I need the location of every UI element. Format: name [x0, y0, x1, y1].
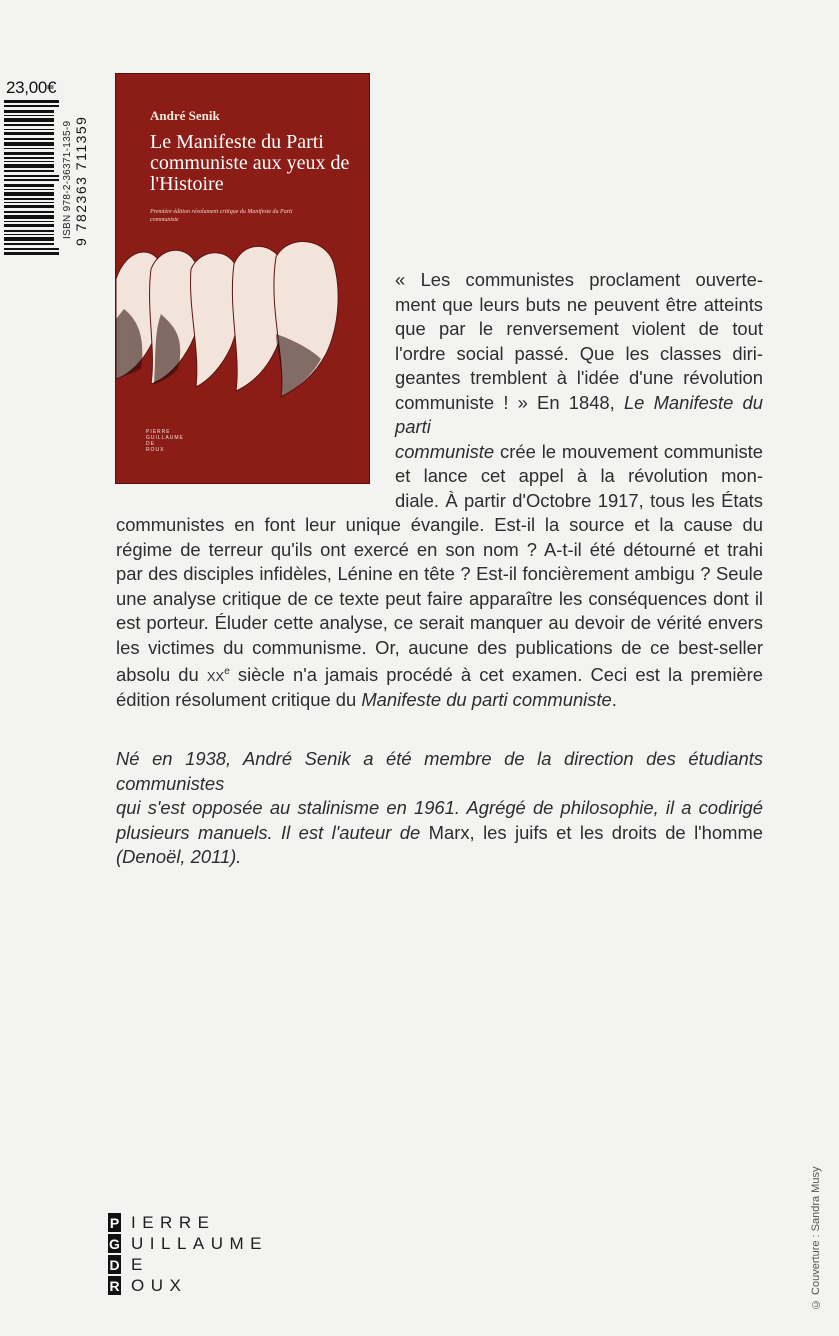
cover-title: Le Manifeste du Parti communiste aux yeux de l'Histoire: [150, 131, 350, 195]
author-bio: [116, 747, 763, 870]
blurb-line: régime de terreur qu'ils ont exercé en son nom ? A-t-il été détourné et trahi: [116, 538, 763, 560]
blurb-line: les victimes du communisme. Or, aucune des publications de ce best-seller: [116, 636, 763, 658]
bio-line: qui s'est opposée au stalinisme en 1961. Agrégé de philosophie, il a codirigé: [116, 797, 763, 818]
barcode-graphic: [4, 100, 64, 260]
cover-subtitle: Première édition résolument critique du Manifeste du Parti communiste: [150, 209, 293, 223]
publisher-logo: [108, 1212, 268, 1296]
isbn-digits: 9 782363 711359: [73, 115, 89, 246]
cover-credit: © Couverture : Sandra Musy: [810, 1166, 822, 1310]
blurb-line: communiste ! » En 1848, Le Manifeste du parti: [395, 391, 763, 437]
blurb-line: et lance cet appel à la révolution mon-: [395, 465, 763, 486]
blurb-line: est porteur. Éluder cette analyse, ce serait manquer au devoir de vérité envers: [116, 612, 763, 633]
price-label: 23,00€: [6, 78, 57, 97]
blurb-line: absolu du $xx^e$ siècle n'a jamais procédé à cet examen. Ceci est la première: [116, 664, 763, 686]
blurb-line: une analyse critique de ce texte peut faire apparaître les conséquences dont il: [116, 587, 763, 609]
bio-line: plusieurs manuels. Il est l'auteur de Marx, les juifs et les droits de l'homme: [116, 821, 763, 843]
blurb-line: « Les communistes proclament ouverte-: [395, 269, 763, 290]
bio-line: (Denoël, 2011).: [116, 846, 242, 867]
cover-publisher-logo: PIERRE GUILLAUME DE ROUX: [146, 429, 184, 453]
bio-line: Né en 1938, André Senik a été membre de la direction des étudiants communistes: [116, 748, 763, 794]
publisher-row: G UILLAUME: [109, 1233, 269, 1253]
blurb-line: ment que leurs buts ne peuvent être atteints: [395, 293, 763, 315]
publisher-row: D E: [109, 1254, 149, 1274]
blurb-line: geantes tremblent à l'idée d'une révolution: [395, 367, 763, 388]
blurb-line: diale. À partir d'Octobre 1917, tous les États: [395, 489, 763, 511]
blurb-line: édition résolument critique du Manifeste du parti communiste.: [116, 688, 617, 710]
blurb-line: communiste crée le mouvement communiste: [395, 440, 763, 462]
publisher-row: P IERRE: [109, 1212, 216, 1232]
blurb-text: [116, 268, 763, 712]
isbn-text: ISBN 978-2-36371-135-9: [62, 120, 73, 240]
cover-author: André Senik: [150, 108, 220, 123]
blurb-line: l'ordre social passé. Que les classes diri-: [395, 342, 763, 364]
blurb-line: communistes en font leur unique évangile. Est-il la source et la cause du: [116, 514, 763, 535]
publisher-row: R OUX: [109, 1275, 188, 1295]
blurb-line: que par le renversement violent de tout: [395, 318, 763, 339]
blurb-line: par des disciples infidèles, Lénine en tête ? Est-il foncièrement ambigu ? Seule: [116, 563, 763, 584]
